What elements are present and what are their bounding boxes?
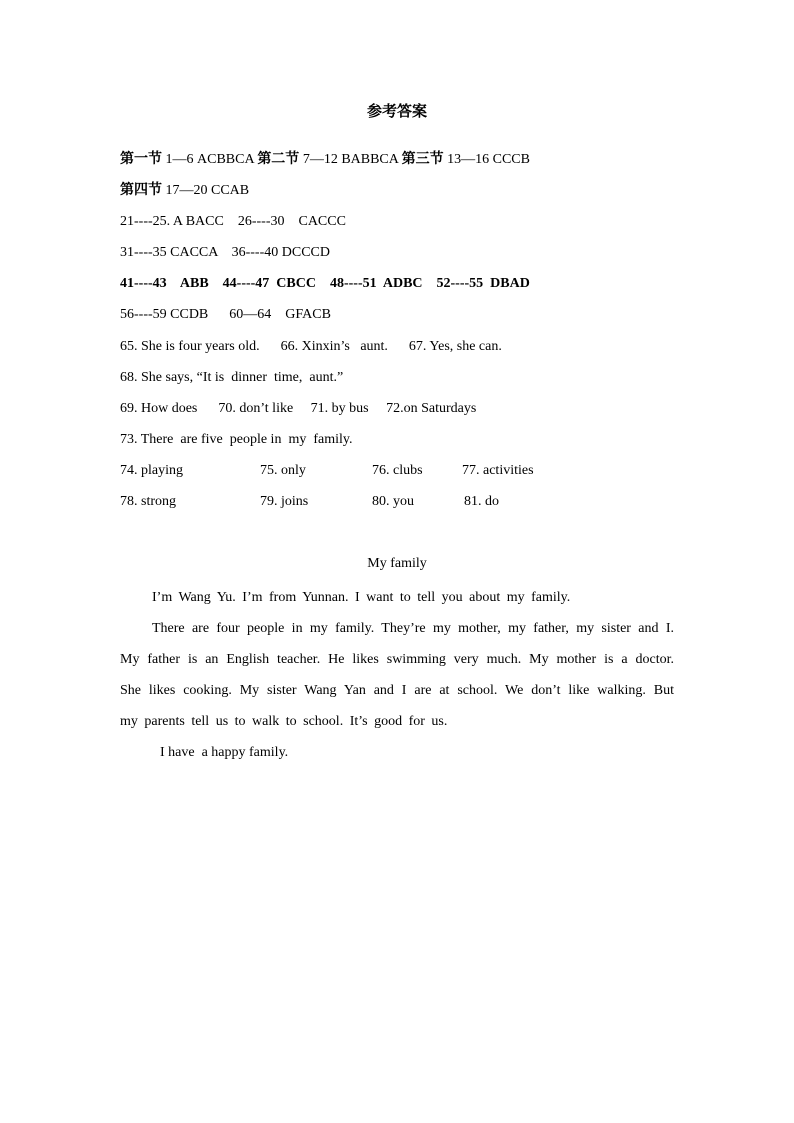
section-2-label: 第二节 (257, 152, 300, 167)
answer-line-6: 56----59 CCDB 60—64 GFACB (120, 307, 331, 322)
answer-line-2 (120, 181, 249, 201)
answer-line-5: 41----43 ABB 44----47 CBCC 48----51 ADBC 52----55 DBAD (120, 276, 530, 291)
answer-76: 76. clubs (372, 463, 423, 478)
answer-80: 80. you (372, 494, 414, 509)
section-3-label: 第三节 (401, 152, 444, 167)
answer-78: 78. strong (120, 494, 176, 509)
answer-line-3: 21----25. A BACC 26----30 CACCC (120, 214, 346, 229)
answer-line-8: 68. She says, “It is dinner time, aunt.” (120, 370, 344, 385)
essay-paragraph-2: There are four people in my family. They’re my mother, my father, my sister and I. My father is an English teacher. He likes swimming very much. My mother is a doctor. She likes cooking. My sister Wang Yan and I are at school. We don’t like walking. But my parents tell us to walk to school. It’s good for us. (120, 621, 674, 729)
section-4-label: 第四节 (120, 183, 162, 198)
answer-77: 77. activities (462, 463, 534, 478)
page-title: 参考答案 (366, 104, 427, 120)
answer-line-4: 31----35 CACCA 36----40 DCCCD (120, 245, 330, 260)
answer-74: 74. playing (120, 463, 183, 478)
answer-81: 81. do (464, 494, 499, 509)
section-3-answers: 13—16 CCCB (443, 152, 530, 167)
answer-75: 75. only (260, 463, 306, 478)
section-1-answers: 1—6 ACBBCA (162, 152, 258, 167)
section-4-answers: 17—20 CCAB (162, 183, 250, 198)
essay-paragraph-1: I’m Wang Yu. I’m from Yunnan. I want to tell you about my family. (152, 590, 571, 605)
answer-line-9: 69. How does 70. don’t like 71. by bus 72.on Saturdays (120, 401, 477, 416)
answer-line-10: 73. There are five people in my family. (120, 432, 353, 447)
essay-paragraph-3: I have a happy family. (160, 745, 289, 760)
essay-title: My family (367, 556, 427, 571)
answer-line-1 (120, 150, 530, 170)
answer-line-7: 65. She is four years old. 66. Xinxin’s aunt. 67. Yes, she can. (120, 339, 502, 354)
answer-79: 79. joins (260, 494, 309, 509)
section-2-answers: 7—12 BABBCA (299, 152, 402, 167)
section-1-label: 第一节 (120, 152, 162, 167)
